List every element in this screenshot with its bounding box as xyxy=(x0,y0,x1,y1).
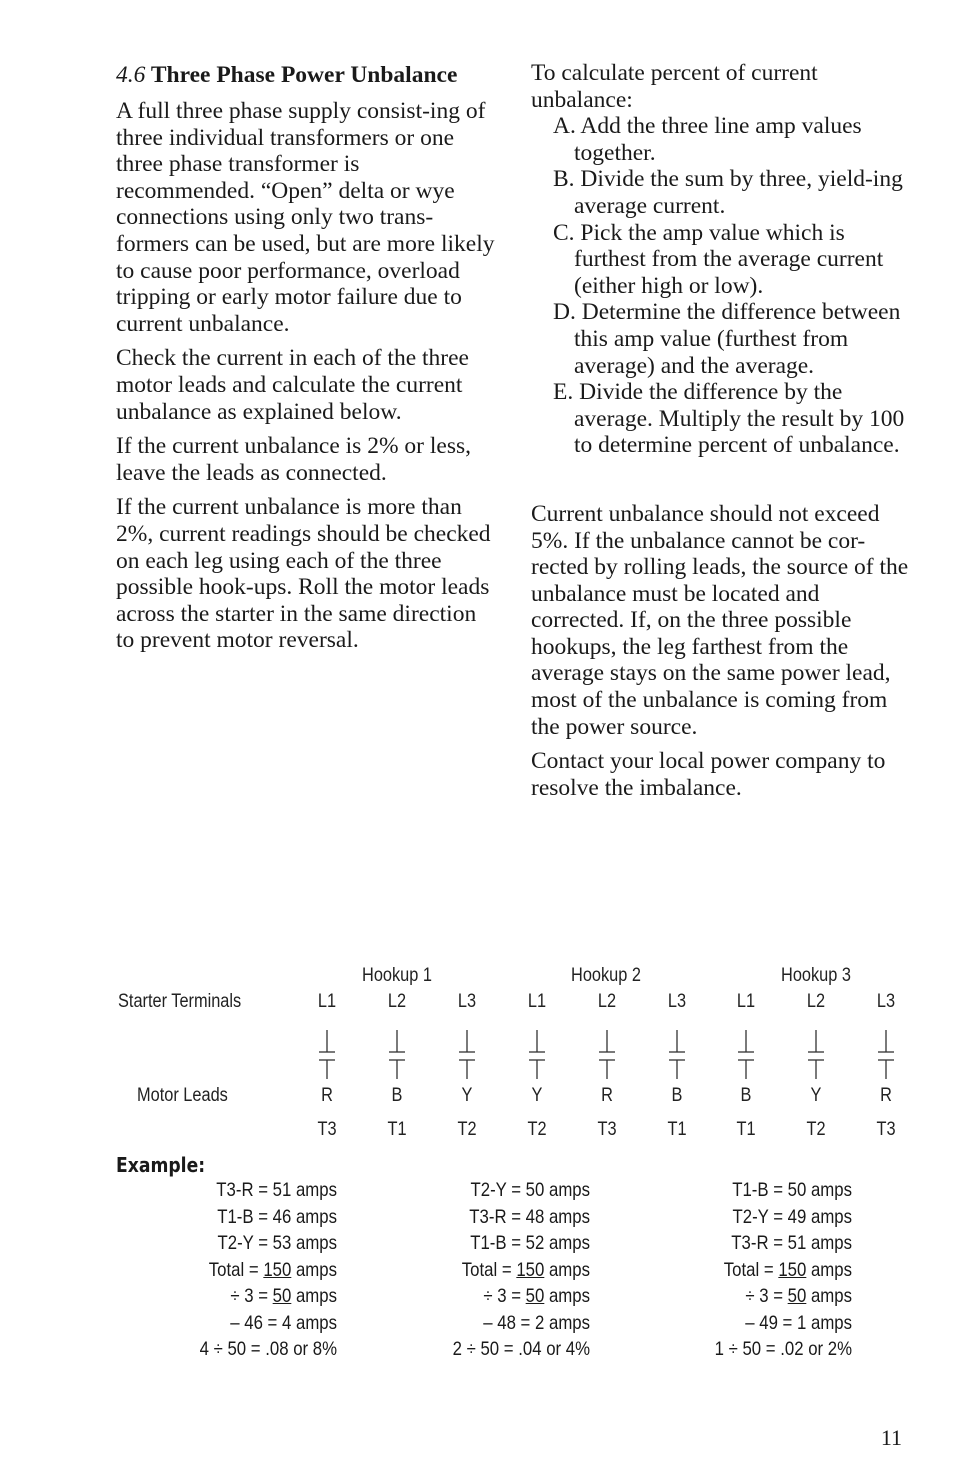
motor-lead-color: B xyxy=(391,1085,403,1106)
total-line xyxy=(384,1257,590,1284)
right-column xyxy=(531,60,911,809)
example-block xyxy=(646,1177,852,1363)
step-c: C. Pick the amp value which is furthest from the average current (either high or low). xyxy=(553,219,884,299)
motor-terminal: T1 xyxy=(736,1119,756,1140)
result-line: 4 ÷ 50 = .08 or 8% xyxy=(199,1338,337,1360)
left-column xyxy=(116,60,496,662)
motor-lead-color: B xyxy=(740,1085,752,1106)
avg-value: 50 xyxy=(272,1285,292,1307)
total-value: 150 xyxy=(778,1258,807,1281)
amp-reading: T2-Y = 49 amps xyxy=(732,1205,852,1228)
difference-line: – 49 = 1 amps xyxy=(745,1311,852,1334)
contact-symbol xyxy=(459,1030,475,1079)
amp-reading: T1-B = 46 amps xyxy=(217,1205,337,1228)
starter-terminal: L1 xyxy=(317,991,337,1012)
starter-terminal: L2 xyxy=(806,991,826,1012)
motor-terminal: T1 xyxy=(387,1119,407,1140)
avg-value: 50 xyxy=(525,1285,545,1307)
total-suffix: amps xyxy=(806,1258,852,1281)
motor-lead-color: R xyxy=(601,1085,613,1106)
contact-symbol xyxy=(389,1030,405,1079)
starter-terminal: L1 xyxy=(527,991,547,1012)
result-line: 1 ÷ 50 = .02 or 2% xyxy=(714,1338,852,1360)
high-unbalance-paragraph: If the current unbalance is more than 2%, current readings should be checked on each leg using each of the three possible hook-ups. Roll the motor leads across the starter in the same direction to prevent motor reversal. xyxy=(116,494,491,654)
motor-lead-color: Y xyxy=(531,1085,543,1106)
contact-paragraph: Contact your local power company to resolve the imbalance. xyxy=(531,748,886,801)
max-unbalance-paragraph: Current unbalance should not exceed 5%. If the unbalance cannot be cor-rected by rolling leads, the source of the unbalance must be located and corrected. If, on the three possible hookups, the leg farthest from the average stays on the same power lead, most of the unbalance is coming from the power source. xyxy=(531,500,909,740)
average-line xyxy=(646,1283,852,1310)
motor-lead-color: R xyxy=(321,1085,333,1106)
difference-line: – 48 = 2 amps xyxy=(483,1311,590,1334)
average-line xyxy=(384,1283,590,1310)
contact-symbol xyxy=(738,1030,754,1079)
amp-reading: T1-B = 50 amps xyxy=(732,1179,852,1201)
amp-reading: T2-Y = 50 amps xyxy=(470,1179,590,1201)
total-line xyxy=(131,1257,337,1284)
total-value: 150 xyxy=(516,1258,545,1281)
motor-terminal: T2 xyxy=(806,1119,826,1140)
motor-terminal: T3 xyxy=(317,1119,337,1140)
example-block xyxy=(131,1177,337,1363)
avg-suffix: amps xyxy=(544,1285,590,1307)
contact-symbol xyxy=(878,1030,894,1079)
hookup-title: Hookup 1 xyxy=(362,965,432,986)
total-suffix: amps xyxy=(544,1258,590,1281)
starter-terminals-label: Starter Terminals xyxy=(118,991,242,1012)
hookup-title: Hookup 2 xyxy=(571,965,641,986)
low-unbalance-paragraph: If the current unbalance is 2% or less, leave the leads as connected. xyxy=(116,433,471,486)
starter-terminal: L3 xyxy=(876,991,896,1012)
section-title: Three Phase Power Unbalance xyxy=(150,62,458,88)
contact-symbol xyxy=(599,1030,615,1079)
motor-leads-label: Motor Leads xyxy=(137,1085,228,1106)
contact-symbol xyxy=(669,1030,685,1079)
contact-symbol xyxy=(529,1030,545,1079)
motor-terminal: T3 xyxy=(597,1119,617,1140)
starter-terminal: L2 xyxy=(387,991,407,1012)
motor-lead-color: R xyxy=(880,1085,892,1106)
starter-terminal: L1 xyxy=(736,991,756,1012)
motor-terminal: T3 xyxy=(876,1119,896,1140)
check-current-paragraph: Check the current in each of the three motor leads and calculate the current unbalance as explained below. xyxy=(116,345,469,425)
step-b: B. Divide the sum by three, yield-ing average current. xyxy=(553,166,903,219)
total-suffix: amps xyxy=(291,1258,337,1281)
motor-lead-color: B xyxy=(671,1085,683,1106)
step-e: E. Divide the difference by the average. Multiply the result by 100 to determine percent of unbalance. xyxy=(553,379,905,459)
total-prefix: Total = xyxy=(723,1258,779,1281)
section-heading xyxy=(116,60,496,90)
contact-symbol xyxy=(319,1030,335,1079)
page-number: 11 xyxy=(880,1425,902,1450)
step-d: D. Determine the difference between this amp value (furthest from average) and the average. xyxy=(553,299,901,379)
motor-lead-color: Y xyxy=(810,1085,822,1106)
total-line xyxy=(646,1257,852,1284)
difference-line: – 46 = 4 amps xyxy=(230,1311,337,1334)
amp-reading: T3-R = 51 amps xyxy=(216,1179,337,1201)
calc-steps xyxy=(531,113,911,459)
hookup-title: Hookup 3 xyxy=(781,965,851,986)
avg-prefix: ÷ 3 = xyxy=(745,1285,788,1307)
starter-terminal: L3 xyxy=(667,991,687,1012)
example-block xyxy=(384,1177,590,1363)
section-number: 4.6 xyxy=(116,62,146,88)
motor-terminal: T2 xyxy=(527,1119,547,1140)
total-prefix: Total = xyxy=(461,1258,517,1281)
amp-reading: T3-R = 48 amps xyxy=(469,1205,590,1228)
motor-terminal: T1 xyxy=(667,1119,687,1140)
avg-prefix: ÷ 3 = xyxy=(230,1285,273,1307)
motor-lead-color: Y xyxy=(461,1085,473,1106)
amp-reading: T3-R = 51 amps xyxy=(731,1232,852,1254)
total-value: 150 xyxy=(263,1258,292,1281)
starter-terminal: L3 xyxy=(457,991,477,1012)
total-prefix: Total = xyxy=(208,1258,264,1281)
avg-value: 50 xyxy=(787,1285,807,1307)
avg-prefix: ÷ 3 = xyxy=(483,1285,526,1307)
contact-symbol xyxy=(808,1030,824,1079)
starter-terminal: L2 xyxy=(597,991,617,1012)
result-line: 2 ÷ 50 = .04 or 4% xyxy=(452,1338,590,1360)
intro-paragraph: A full three phase supply consist-ing of three individual transformers or one three phase transformer is recommended. “Open” delta or wye connections using only two trans-formers can be used, but are more likely to cause poor performance, overload tripping or early motor failure due to current unbalance. xyxy=(116,98,495,337)
step-a: A. Add the three line amp values together. xyxy=(553,113,862,166)
amp-reading: T2-Y = 53 amps xyxy=(217,1232,337,1254)
example-label: Example: xyxy=(116,1153,206,1177)
motor-terminal: T2 xyxy=(457,1119,477,1140)
avg-suffix: amps xyxy=(291,1285,337,1307)
avg-suffix: amps xyxy=(806,1285,852,1307)
amp-reading: T1-B = 52 amps xyxy=(470,1232,590,1254)
calc-intro: To calculate percent of current unbalance: xyxy=(531,60,818,113)
average-line xyxy=(131,1283,337,1310)
